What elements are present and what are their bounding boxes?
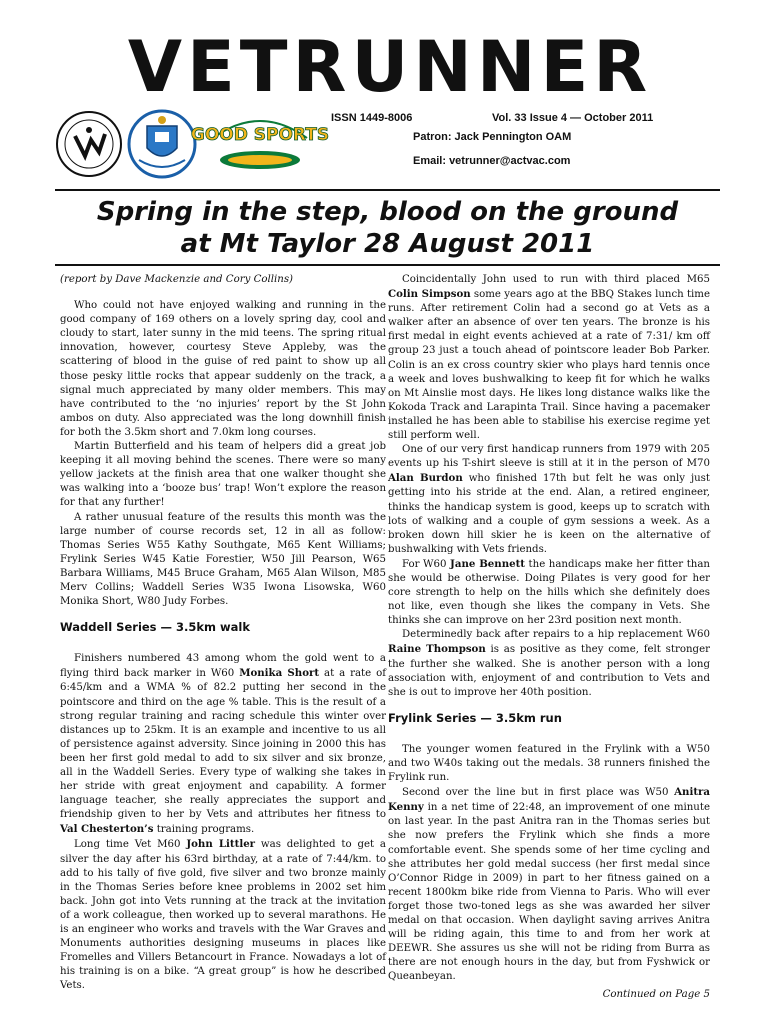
runner-name: John Littler xyxy=(186,838,256,851)
paragraph: The younger women featured in the Frylink with a W50 and two W40s taking out the medals. 38 runners finished the Frylink run. xyxy=(388,743,710,784)
paragraph: Long time Vet M60 John Littler was delighted to get a silver the day after his 63rd birthday, at a rate of 7:44/km. to add to his tally of five gold, five silver and two bronze mainly in the Thomas Series before knee problems in 2002 set him back. John got into Vets running at the track at the invitation of a work colleague, then worked up to several marathons. He is an engineer who works and travels with the War Graves and Monuments authorities designing museums in places like Fromelles and Villers Betancourt in France. Nowadays a lot of his training is on a bike. “A great group” is how he described Vets. xyxy=(60,838,387,992)
section-heading-waddell: Waddell Series — 3.5km walk xyxy=(60,620,251,635)
header-divider-bottom xyxy=(55,264,720,266)
runner-name: Alan Burdon xyxy=(388,472,463,485)
article-title-line-1: Spring in the step, blood on the ground xyxy=(96,197,679,227)
paragraph: Coincidentally John used to run with third placed M65 Colin Simpson some years ago at the BBQ Stakes lunch time runs. After retirement Colin had a second go at Vets as a walker after an absence of over ten years. The bronze is his first medal in eight events achieved at a rate of 7:31/ km off group 23 just a touch ahead of pointscore leader Bob Parker. Colin is an ex cross country skier who plays hard tennis once a week and loves bushwalking to keep fit for which he walks on Mt Ainslie most days. He likes long distance walks like the Kokoda Track and Larapinta Trail. Since having a pacemaker installed he has been able to stabilise his exercise regime yet still perform well. xyxy=(388,274,710,442)
runner-name: Val Chesterton’s xyxy=(60,823,154,836)
runner-name: Jane Bennett xyxy=(450,557,525,570)
club-emblem-logo xyxy=(55,110,123,178)
left-column xyxy=(60,273,386,994)
runner-name: Anitra Kenny xyxy=(388,786,710,814)
section-heading-frylink: Frylink Series — 3.5km run xyxy=(388,710,562,725)
act-government-crest-logo xyxy=(127,108,197,180)
article-title-line-2: at Mt Taylor 28 August 2011 xyxy=(180,229,595,259)
paragraph: One of our very first handicap runners from 1979 with 205 events up his T-shirt sleeve is still at it in the person of M70 Alan Burdon who finished 17th but felt he was only just getting into his stride at the end. Alan, a retired engineer, thinks the handicap system is good, keeps up to scratch with lots of walking and a couple of gym sessions a week. As a broken down hill skier he is keen on the alternative of bushwalking with Vets friends. xyxy=(388,444,710,555)
runner-name: Raine Thompson xyxy=(388,643,486,656)
svg-text:GOOD SPORTS: GOOD SPORTS xyxy=(190,125,330,145)
email-line[interactable]: Email: vetrunner@actvac.com xyxy=(413,155,571,167)
paragraph: Martin Butterfield and his team of helpers did a great job keeping it all moving behind the scenes. There were so many yellow jackets at the finish area that one walker thought she was walking into a ‘booze bus’ trap! Won’t explore the reason for that any further! xyxy=(60,441,386,509)
runner-name: Monika Short xyxy=(239,667,320,680)
good-sports-logo xyxy=(190,108,330,178)
paragraph: A rather unusual feature of the results this month was the large number of course records set, 12 in all as follow: Thomas Series W55 Kathy Southgate, M65 Kent Williams; Frylink Series W45 Katie Forestier, W50 Jill Pearson, W65 Barbara Williams, M45 Bruce Graham, M65 Alan Wilson, M85 Merv Collins; Waddell Series W35 Iwona Lisowska, W60 Monika Short, W80 Judy Forbes. xyxy=(60,511,386,608)
paragraph: Finishers numbered 43 among whom the gold went to a flying third back marker in W60 Monika Short at a rate of 6:45/km and a WMA % of 82.2 putting her second in the pointscore and third on the age % table. This is the result of a strong regular training and racing schedule this winter over distances up to 25km. It is an example and incentive to us all of persistence against adversity. Since joining in 2000 this has been her first gold medal to add to six silver and six bronze, all in the Waddell Series. Every type of walking she takes in her stride with great enjoyment and capability. A former language teacher, she really appreciates the support and friendship given to her by Vets and attributes her fitness to Val Chesterton’s training programs. xyxy=(60,653,387,836)
masthead-title: VETRUNNER xyxy=(127,26,653,108)
logo-group xyxy=(55,108,330,183)
header-divider-top xyxy=(55,189,720,191)
paragraph: For W60 Jane Bennett the handicaps make her fitter than she would be otherwise. Doing Pilates is very good for her core strength to help on the hills which she definitely does not like, even though she likes the company in Vets. She thinks she can improve on her 23rd position next month. xyxy=(388,557,710,627)
byline: (report by Dave Mackenzie and Cory Collins) xyxy=(60,274,294,285)
paragraph: Who could not have enjoyed walking and running in the good company of 169 others on a lovely spring day, cool and cloudy to start, later sunny in the mid teens. The spring ritual innovation, however, courtesy Steve Appleby, was the scattering of blood in the guise of red paint to show up all those pesky little rocks that appear suddenly on the track, a signal much appreciated by many older members. This may have contributed to the ‘no injuries’ report by the St John ambos on duty. Also appreciated was the long downhill finish for both the 3.5km short and 7.0km long courses. xyxy=(60,300,386,438)
paragraph: Second over the line but in first place was W50 Anitra Kenny in a net time of 22:48, an improvement of one minute on last year. In the past Anitra ran in the Thomas series but she now prefers the Frylink which she finds a more comfortable event. She spends some of her time cycling and she attributes her gold medal success (her first medal since O’Connor Ridge in 2009) in part to her fitness gained on a recent 1800km bike ride from Vienna to Paris. Who will ever forget those two-toned legs as she was awarded her silver medal on that occasion. When daylight saving arrives Anitra will be riding again, this time to and from her work at DEEWR. She assures us she will not be riding from Burra as there are not enough hours in the day, but from Fyshwick or Queanbeyan. xyxy=(388,786,710,983)
continued-link[interactable]: Continued on Page 5 xyxy=(602,988,710,1000)
volume-issue: Vol. 33 Issue 4 — October 2011 xyxy=(492,112,654,124)
runner-name: Colin Simpson xyxy=(388,288,471,301)
right-column xyxy=(388,273,710,1002)
paragraph: Determinedly back after repairs to a hip replacement W60 Raine Thompson is as positive as they come, felt stronger the further she walked. She is another person with a long association with, enjoyment of and contribution to Vets and she is out to improve her 40th position. xyxy=(388,629,710,698)
patron-line: Patron: Jack Pennington OAM xyxy=(413,131,572,143)
article-title xyxy=(55,196,720,260)
issn-number: ISSN 1449-8006 xyxy=(331,112,413,124)
